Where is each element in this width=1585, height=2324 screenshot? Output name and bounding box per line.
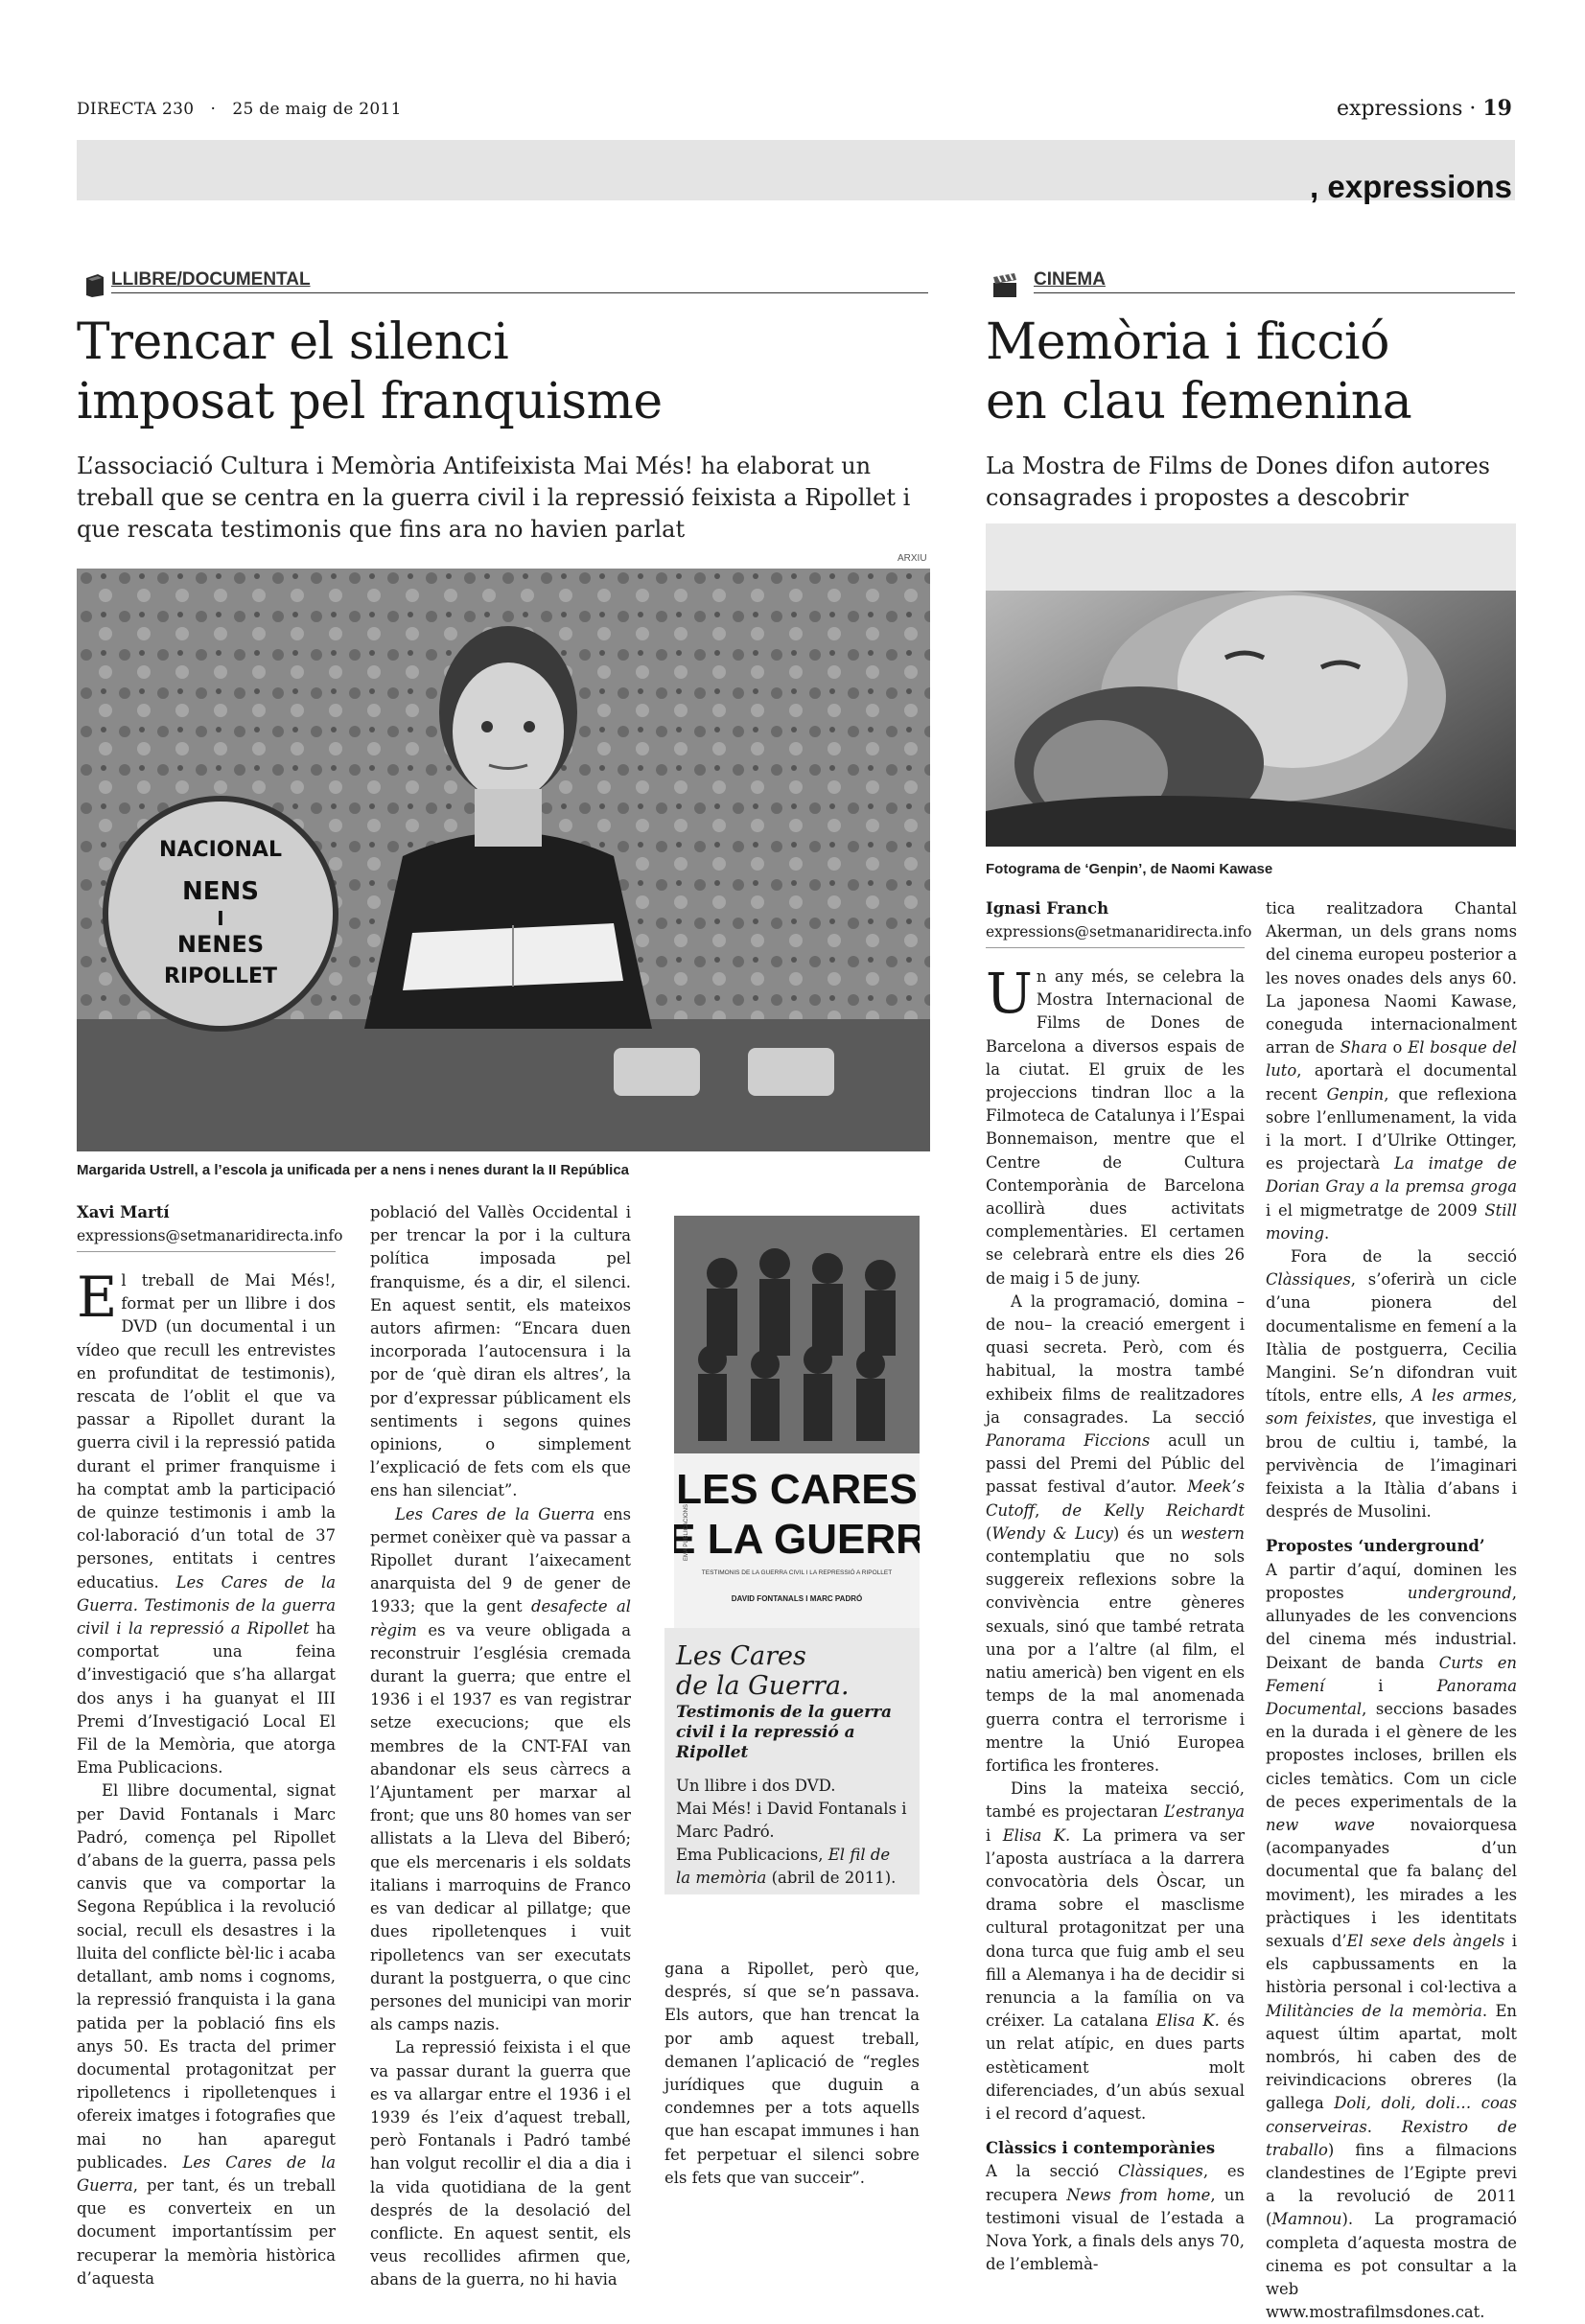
school-girl-photo [77,569,930,1151]
cover-title-line-2: E LA GUERR [674,1516,920,1563]
page-number: 19 [1482,96,1512,121]
section-name: expressions [1337,97,1463,121]
author-name: Ignasi Franch [986,899,1109,918]
issue-date: 25 de maig de 2011 [232,100,402,119]
svg-text:NENS: NENS [181,877,260,906]
section-label-cinema: CINEMA [1034,269,1515,293]
issue-info [77,100,402,119]
photo-credit: ARXIU [897,553,927,564]
book-info-box [664,1628,920,1894]
book-publisher: Ema Publicacions, El fil de la memòria (abril de 2011). [676,1846,897,1887]
subheading-underground: Propostes ‘underground’ [1266,1537,1485,1556]
article-headline-left [77,313,940,431]
article-column-2: població del Vallès Occidental i per trencar la por i la cultura política imposada pel franquisme, és a dir, el silenci. En aquest sentit, els mateixos autors afirmen: “Encara duen incorporada l’autocensura i la por de ‘què diran els altres’, la por d’expressar públicament els sentiments i segons quines opinions, o simplement l’explicació de fets com els que ens han silenciat”. Les Cares de la Guerra ens permet conèixer què va passar a Ripollet durant l’aixecament anarquista del 9 de gener de 1933; que la gent desafecte al règim es va veure obligada a reconstruir l’església cremada durant la guerra; que entre el 1936 i el 1937 es van registrar setze execucions; que els membres de la CNT-FAI van abandonar els seus càrrecs a l’Ajuntament per marxar al front; que uns 80 homes van ser allistats a la Lleva del Biberó; que els mercenaris i els soldats italians i marroquins de Franco es van dedicar al pillatge; que dues ripolletenques i vuit ripolletencs van ser executats durant la postguerra, o que cinc persones del municipi van morir als camps nazis. La repressió feixista i el que va passar durant la guerra que es va allargar entre el 1936 i el 1939 és l’eix d’aquest treball, però Fontanals i Padró també han volgut recollir el dia a dia i la vida quotidiana de la gent després de la desolació del conflicte. En aquest sentit, els veus recollides afirmen que, abans de la guerra, no hi havia [370,1203,631,2289]
article-column-right-2: tica realitzadora Chantal Akerman, un dels grans noms del cinema europeu posterior a les noves onades dels anys 60. La japonesa Naomi Kawase, coneguda internacionalment arran de Shara o El bosque del luto, aportarà el documental recent Genpin, que reflexiona sobre l’enllumenament, la vida i la mort. I d’Ulrike Ottinger, es projectarà La imatge de Dorian Gray a la premsa groga i el migmetratge de 2009 Still moving. Fora de la secció Clàssiques, s’oferirà un cicle d’una pionera del documentalisme en femení a la Itàlia de postguerra, Cecilia Mangini. Se’n difondran vuit títols, entre ells, A les armes, som feixistes, que investiga el brou de cultiu i, també, la pervivència de l’imaginari feixista a la Itàlia d’abans i després de Musolini. Propostes ‘underground’ A partir d’aquí, dominen les propostes underground, allunyades de les convencions del cinema més industrial. Deixant de banda Curts en Femení i Panorama Documental, seccions basades en la durada i el gènere de les propostes incloses, brillen els cicles temàtics. Com un cicle de peces experimentals de la new wave novaiorquesa (acompanyades d’un documental que fa balanç del moviment), les mirades a les pràctiques i les identitats sexuals d’El sexe dels àngels i els capbussaments en la història personal i col·lectiva a Militàncies de la memòria. En aquest últim apartat, molt nombrós, hi caben des de reivindicacions obreres (la gallega Doli, doli, doli… coas conserveiras. Rexistro de traballo) fins a filmacions clandestines de l’Egipte previ a la revolució de 2011 (Mamnou). La programació completa d’aquesta mostra de cinema es pot consultar a la web www.mostrafilmsdones.cat. [1266,899,1518,2322]
section-label-book: LLIBRE/DOCUMENTAL [111,269,928,293]
photo-caption-left: Margarida Ustrell, a l’escola ja unificada per a nens i nenes durant la II República [77,1162,630,1178]
book-authors: Mai Més! i David Fontanals i Marc Padró. [676,1800,907,1841]
photo-caption-right: Fotograma de ‘Genpin’, de Naomi Kawase [986,861,1273,877]
article-column-1: Xavi Martí expressions@setmanaridirecta.info El treball de Mai Més!, format per un llibre i dos DVD (un documental i un vídeo que recull les entrevistes en profunditat de testimonis), rescata de l’oblit el que va passar a Ripollet durant la guerra civil i la repressió patida durant el primer franquisme i ha comptat amb la participació de quinze testimonis i amb la col·laboració d’un total de 37 persones, entitats i centres educatius. Les Cares de la Guerra. Testimonis de la guerra civil i la repressió a Ripollet ha comportat una feina d’investigació que s’ha allargat dos anys i ha guanyat el III Premi d’Investigació Local El Fil de la Memòria, que atorga Ema Publicacions. El llibre documental, signat per David Fontanals i Marc Padró, comença pel Ripollet d’abans de la guerra, passa pels canvis que va comportar la Segona República i la revolució social, recull els desastres i la lluita del conflicte bèl·lic i acaba detallant, amb noms i cognoms, la repressió franquista i la gana patida per la població fins els anys 50. Es tracta del primer documental protagonitzat per ripolletencs i ripolletenques i ofereix imatges i fotografies que mai no han aparegut publicades. Les Cares de la Guerra, per tant, és un treball que es converteix en un document importantíssim per recuperar la memòria històrica d’aquesta [77,1203,343,2288]
cover-authors: DAVID FONTANALS I MARC PADRÓ [731,1594,863,1603]
book-subtitle: Testimonis de la guerra civil i la repressió a Ripollet [676,1703,893,1762]
author-email: expressions@setmanaridirecta.info [77,1224,336,1252]
subheading-classics: Clàssics i contemporànies [986,2139,1216,2158]
svg-text:RIPOLLET: RIPOLLET [163,964,278,988]
article-lead-right: La Mostra de Films de Dones difon autores consagrades i propostes a descobrir [986,453,1490,511]
article-lead-left: L’associació Cultura i Memòria Antifeixista Mai Més! ha elaborat un treball que se centra en la guerra civil i la repressió feixista a Ripollet i que rescata testimonis que fins ara no havien parlat [77,453,911,543]
book-details [676,1775,908,1890]
section-title: , expressions [1310,169,1512,204]
headline-line-1: Memòria i ficció [986,314,1389,371]
svg-text:NENES: NENES [176,931,265,958]
clapperboard-icon [991,273,1018,302]
publication-name: DIRECTA 230 [77,100,195,119]
article-headline-right [986,313,1523,431]
svg-text:NACIONAL: NACIONAL [159,838,282,862]
book-title: Les Cares de la Guerra. [676,1641,850,1701]
headline-line-2: en clau femenina [986,373,1412,430]
book-cover [674,1216,920,1628]
header-separator: · [210,100,217,119]
film-still-photo [986,523,1516,847]
article-column-3: gana a Ripollet, però que, després, sí que se’n passava. Els autors, que han trencat la por amb aquest treball, demanen l’aplicació de “regles jurídiques que duguin a condemnes per a tots aquells que han escapat immunes i han fet perpetuar el silenci sobre els fets que van succeir”. [664,1960,920,2187]
book-icon [84,272,105,301]
section-band [77,140,1515,200]
cover-title-line-1: LES CARES [676,1466,918,1513]
book-format: Un llibre i dos DVD. [676,1777,836,1795]
headline-line-2: imposat pel franquisme [77,373,663,430]
author-name: Xavi Martí [77,1203,170,1221]
headline-line-1: Trencar el silenci [77,314,509,371]
cover-publisher: EMA PUBLICACIONS [684,1503,689,1561]
svg-text:I: I [217,907,224,930]
page-label: expressions · 19 [1337,96,1512,121]
author-email: expressions@setmanaridirecta.info [986,920,1245,948]
article-column-right-1: Ignasi Franch expressions@setmanaridirecta.info Un any més, se celebra la Mostra Internacional de Films de Dones de Barcelona a diversos espais de la ciutat. El gruix de les projeccions tindran lloc a la Filmoteca de Catalunya i l’Espai Bonnemaison, mentre que el Centre de Cultura Contemporània de Barcelona acollirà dues activitats complementàries. El certamen se celebrarà entre els dies 26 de maig i 5 de juny. A la programació, domina –de nou– la creació emergent i quasi secreta. Però, com és habitual, la mostra també exhibeix films de realitzadores ja consagrades. La secció Panorama Ficcions acull un passi del Premi del Públic del passat festival d’autor. Meek’s Cutoff, de Kelly Reichardt (Wendy & Lucy) és un western contemplatiu que no sols suggereix reflexions sobre la convivència entre gèneres sexuals, sinó que també retrata una por a l’altre (al film, el natiu americà) ben vigent en els temps de la mal anomenada guerra contra el terrorisme i mentre la Unió Europea fortifica les fronteres. Dins la mateixa secció, també es projectaran L’estranya i Elisa K. La primera va ser l’aposta austríaca a la darrera convocatòria dels Òscar, un drama sobre el masclisme cultural protagonitzat per una dona turca que fuig amb el seu fill a Alemanya i ha de decidir si renuncia a la família on va créixer. La catalana Elisa K. és un relat atípic, en dues parts estèticament molt diferenciades, d’un abús sexual i el record d’aquest. Clàssics i contemporànies A la secció Clàssiques, es recupera News from home, un testimoni visual de l’estada a Nova York, a finals dels anys 70, de l’emblemà- [986,899,1252,2274]
cover-subtitle: TESTIMONIS DE LA GUERRA CIVIL I LA REPRESSIÓ A RIPOLLET [701,1569,893,1576]
